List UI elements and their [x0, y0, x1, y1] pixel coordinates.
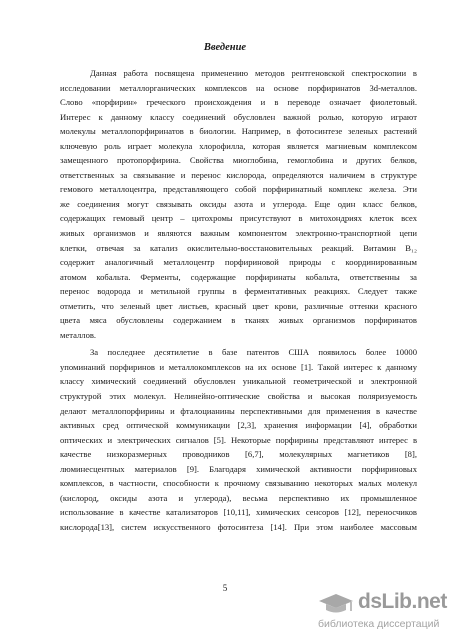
text-line: качестве низкоразмерных проводников [6,7], молекулярных магнетиков [8],	[60, 449, 417, 460]
page-number: 5	[222, 583, 228, 593]
text-line: атомом кобальта. Ферменты, содержащие порфиринаты кобальта, ответственны за	[60, 271, 417, 282]
watermark	[318, 590, 448, 634]
text-line: структурой этих молекул. Нелинейно-оптические свойства и высокая поляризуемость	[60, 391, 417, 402]
text-line: упоминаний порфиринов и металлокомплексов на их основе [1]. Такой интерес к данному	[60, 361, 417, 372]
text-line: же соединения могут связывать оксиды азота и углерода. Еще один класс белков,	[60, 198, 417, 209]
graduation-cap-icon	[318, 593, 354, 615]
text-line: ответственных за связывание и перенос кислорода, определяются наличием в структуре	[60, 169, 417, 180]
text-line: ключевую роль играет молекула хлорофилла, которая является магниевым комплексом	[60, 140, 417, 151]
text-line: использование в качестве катализаторов [10,11], химических сенсоров [12], переносчиков	[60, 507, 417, 518]
text-line: Интерес к данному классу соединений обусловлен важной ролью, которую играют	[60, 111, 417, 122]
text-line: металлов.	[60, 329, 97, 340]
text-line: цвета мяса обусловлены содержанием в тканях живых организмов порфиринатов	[60, 315, 417, 326]
text-line: делают металлопорфирины и фталоцианины перспективными для применения в качестве	[60, 405, 417, 416]
text-line: гемового металлоцентра, представляющего собой порфиринатный комплекс железа. Эти	[60, 184, 417, 195]
watermark-logo: dsLib.net	[358, 590, 447, 613]
section-title: Введение	[203, 42, 247, 53]
text-line: комплексов, в частности, способности к прочному связыванию некоторых малых молекул	[60, 478, 417, 489]
text-line: клетки, отвечая за катализ окислительно-восстановительных реакций. Витамин B₁₂	[60, 242, 417, 253]
text-line: отметить, что зеленый цвет листьев, красный цвет крови, различные оттенки красного	[60, 300, 417, 311]
text-line: молекулы металлопорфиринатов в биологии. Например, в фотосинтезе зеленых растений	[60, 126, 417, 137]
text-line: кислорода[13], систем искусственного фотосинтеза [14]. При этом наиболее массовым	[60, 521, 417, 532]
watermark-subtitle: библиотека диссертаций	[318, 618, 440, 630]
text-line: За последнее десятилетие в базе патентов США появилось более 10000	[90, 347, 417, 358]
text-line: живых организмов и являются важным компонентом электронно-транспортной цепи	[60, 228, 417, 239]
text-line: Слово «порфирин» греческого происхождения и в переводе означает фиолетовый.	[60, 97, 417, 108]
text-line: перенос водорода и метильной группы в ферментативных реакциях. Следует также	[60, 286, 417, 297]
text-line: Данная работа посвящена применению методов рентгеновской спектроскопии в	[90, 68, 417, 78]
body-text	[60, 66, 417, 535]
text-line: содержащих гемовый центр – цитохромы присутствуют в митохондриях клеток всех	[60, 213, 417, 224]
text-line: замещенного протопорфирина. Свойства миоглобина, гемоглобина и других белков,	[60, 155, 417, 166]
text-line: активных сред оптической коммуникации [2,3], хранения информации [4], обработки	[60, 420, 417, 431]
text-line: исследовании металлорганических комплексов на основе порфиринатов 3d-металлов.	[60, 82, 417, 93]
text-line: классу химический соединений обусловлен уникальной геометрической и электронной	[60, 376, 417, 387]
text-line: люминесцентных материалов [9]. Благодаря химической активности порфириновых	[60, 463, 417, 474]
text-line: оптических и электрических сигналов [5]. Некоторые порфирины представляют интерес в	[60, 434, 417, 445]
text-line: содержит аналогичный металлоцентр порфириновой природы с координированным	[60, 257, 417, 268]
text-line: (кислород, оксиды азота и углерода), весьма перспективно их промышленное	[60, 492, 417, 503]
